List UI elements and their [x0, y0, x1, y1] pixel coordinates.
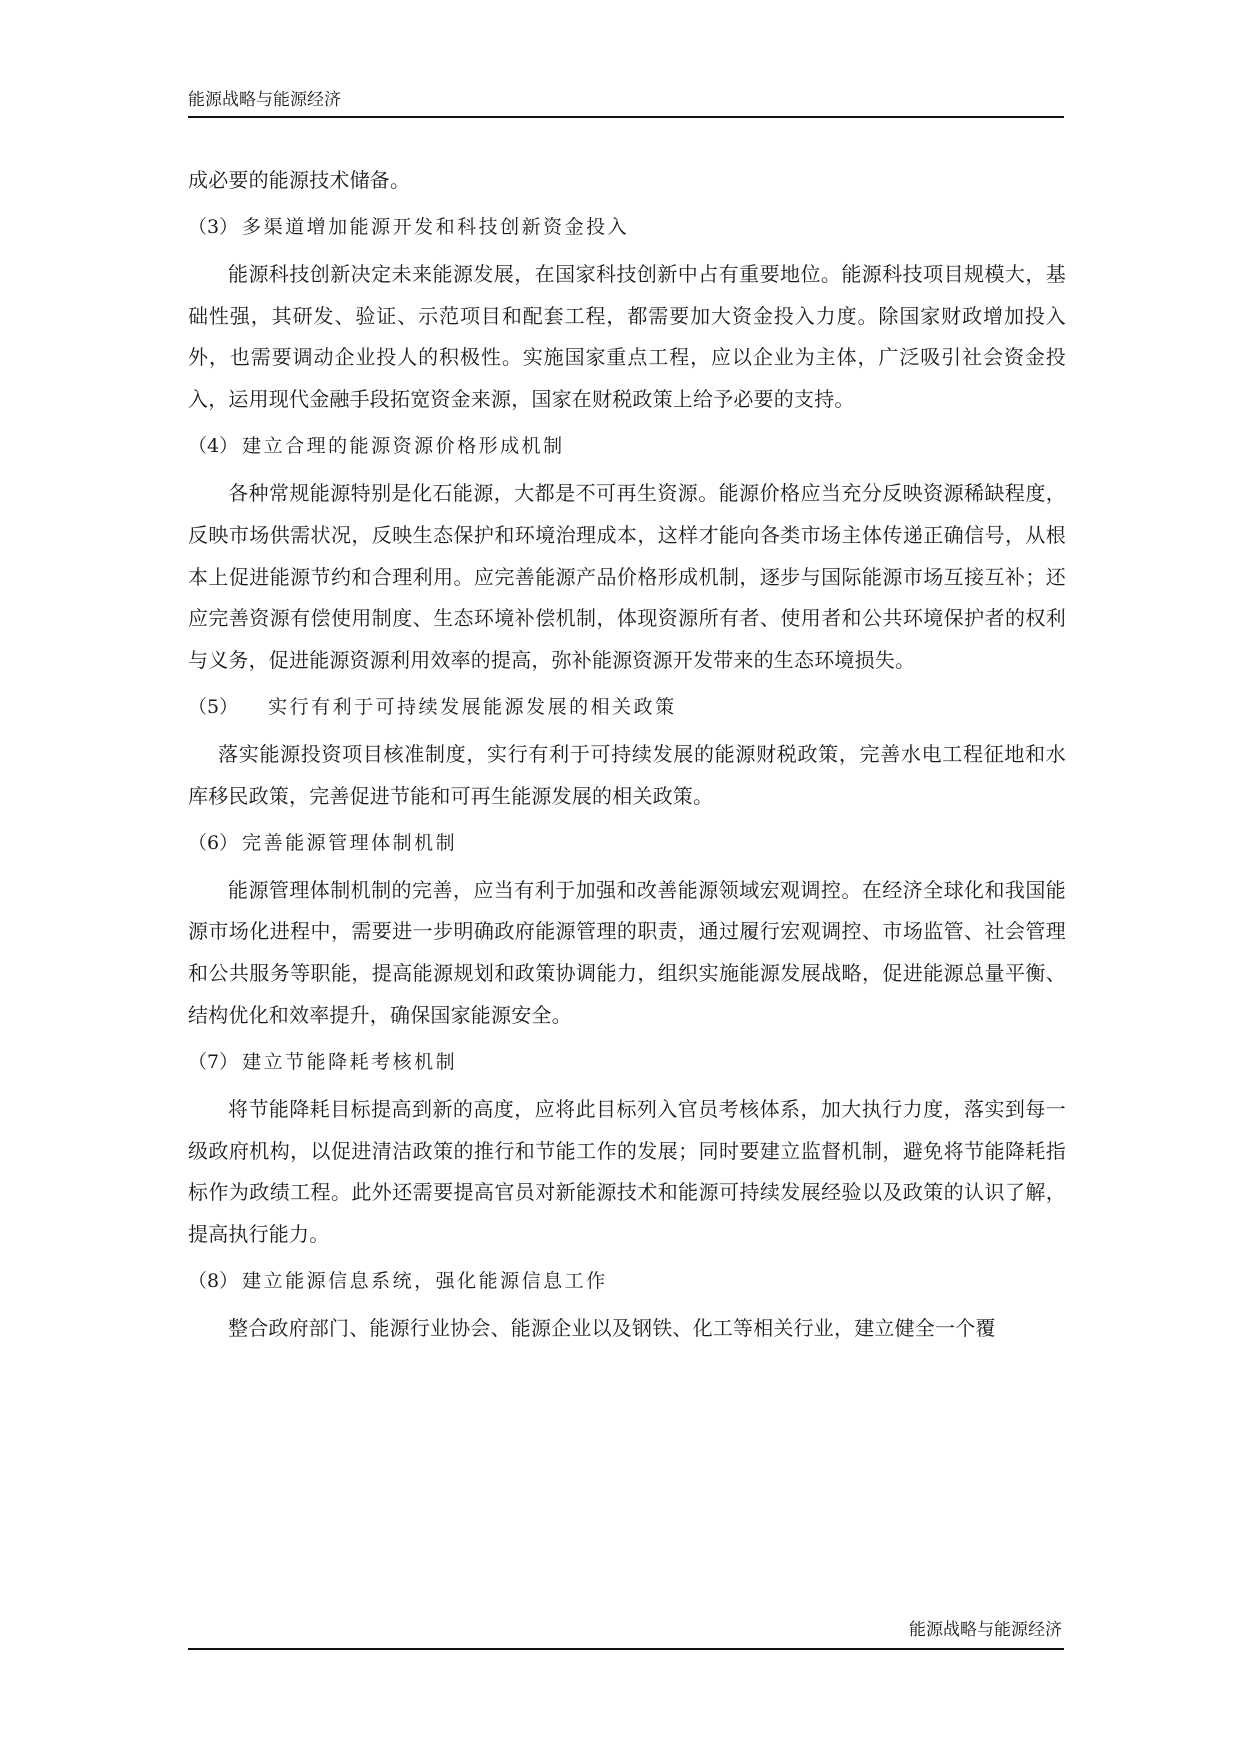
- paragraph: 各种常规能源特别是化石能源，大都是不可再生资源。能源价格应当充分反映资源稀缺程度，反映市场供需状况，反映生态保护和环境治理成本，这样才能向各类市场主体传递正确信号，从根本上促进能源节约和合理利用。应完善能源产品价格形成机制，逐步与国际能源市场互接互补；还应完善资源有偿使用制度、生态环境补偿机制，体现资源所有者、使用者和公共环境保护者的权利与义务，促进能源资源利用效率的提高，弥补能源资源开发带来的生态环境损失。: [188, 480, 1066, 673]
- section-title: 建立能源信息系统，强化能源信息工作: [242, 1269, 608, 1292]
- section-title: 建立节能降耗考核机制: [242, 1050, 458, 1073]
- paragraph: 能源管理体制机制的完善，应当有利于加强和改善能源领域宏观调控。在经济全球化和我国能源市场化进程中，需要进一步明确政府能源管理的职责，通过履行宏观调控、市场监管、社会管理和公共服务等职能，提高能源规划和政策协调能力，组织实施能源发展战略，促进能源总量平衡、结构优化和效率提升，确保国家能源安全。: [188, 877, 1066, 1027]
- section-heading-5: [188, 688, 1066, 726]
- section-heading-3: [188, 208, 1066, 246]
- section-number: （8）: [188, 1269, 239, 1292]
- section-heading-6: [188, 824, 1066, 862]
- section-heading-4: [188, 427, 1066, 465]
- section-number: （5）: [188, 695, 239, 718]
- section-title: 多渠道增加能源开发和科技创新资金投入: [242, 215, 630, 238]
- page-footer: [188, 1616, 1064, 1650]
- paragraph: 整合政府部门、能源行业协会、能源企业以及钢铁、化工等相关行业，建立健全一个覆: [228, 1315, 996, 1340]
- section-title: 建立合理的能源资源价格形成机制: [242, 434, 565, 457]
- page-header: [188, 88, 1064, 118]
- section-heading-7: [188, 1043, 1066, 1081]
- section-title: 实行有利于可持续发展能源发展的相关政策: [268, 695, 677, 718]
- paragraph: 落实能源投资项目核准制度，实行有利于可持续发展的能源财税政策，完善水电工程征地和水库移民政策，完善促进节能和可再生能源发展的相关政策。: [188, 741, 1066, 808]
- section-number: （3）: [188, 215, 239, 238]
- document-body: [188, 160, 1066, 1356]
- footer-title: 能源战略与能源经济: [909, 1620, 1062, 1640]
- header-title: 能源战略与能源经济: [188, 90, 341, 110]
- paragraph: 能源科技创新决定未来能源发展，在国家科技创新中占有重要地位。能源科技项目规模大，基础性强，其研发、验证、示范项目和配套工程，都需要加大资金投入力度。除国家财政增加投入外，也需要调动企业投人的积极性。实施国家重点工程，应以企业为主体，广泛吸引社会资金投入，运用现代金融手段拓宽资金来源，国家在财税政策上给予必要的支持。: [188, 261, 1066, 412]
- section-number: （4）: [188, 434, 239, 457]
- section-number: （6）: [188, 831, 239, 854]
- section-heading-8: [188, 1262, 1066, 1300]
- section-number: （7）: [188, 1050, 239, 1073]
- paragraph: 将节能降耗目标提高到新的高度，应将此目标列入官员考核体系，加大执行力度，落实到每一级政府机构，以促进清洁政策的推行和节能工作的发展；同时要建立监督机制，避免将节能降耗指标作为政绩工程。此外还需要提高官员对新能源技术和能源可持续发展经验以及政策的认识了解，提高执行能力。: [188, 1096, 1066, 1247]
- section-title: 完善能源管理体制机制: [242, 831, 458, 854]
- paragraph-continued: 成必要的能源技术储备。: [188, 168, 411, 192]
